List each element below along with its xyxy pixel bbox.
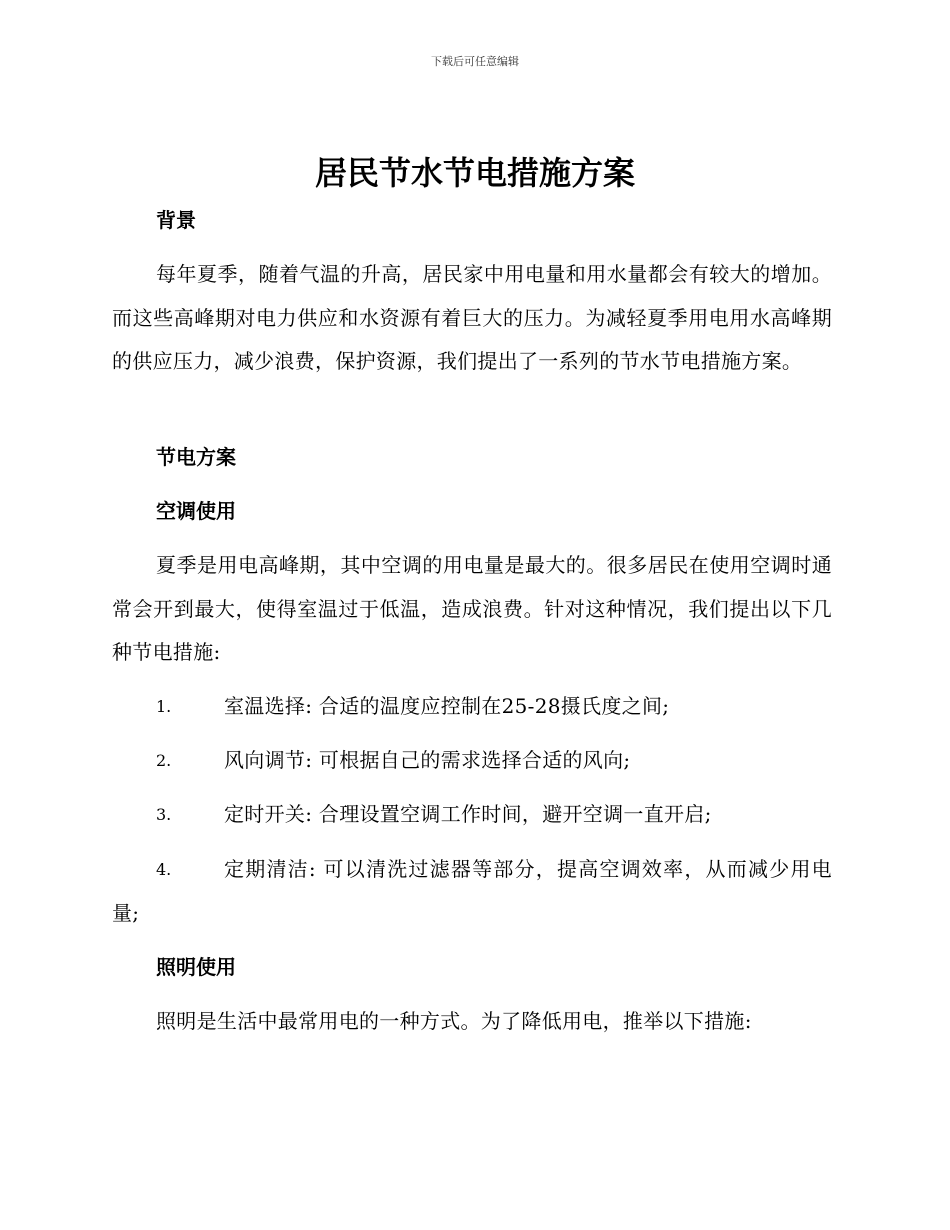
heading-lighting-use: 照明使用 [156, 955, 236, 979]
list-text: 定期清洁: 可以清洗过滤器等部分，提高空调效率，从而减少用电量; [112, 857, 832, 925]
paragraph-air-conditioner: 夏季是用电高峰期，其中空调的用电量是最大的。很多居民在使用空调时通常会开到最大，使得室温过于低温，造成浪费。针对这种情况，我们提出以下几种节电措施: [112, 553, 832, 664]
paragraph-lighting: 照明是生活中最常用电的一种方式。为了降低用电，推举以下措施: [156, 1009, 752, 1033]
list-number: 1. [156, 697, 172, 716]
header-note: 下载后可任意编辑 [431, 55, 519, 68]
paragraph-background: 每年夏季，随着气温的升高，居民家中用电量和用水量都会有较大的增加。而这些高峰期对电力供应和水资源有着巨大的压力。为减轻夏季用电用水高峰期的供应压力，减少浪费，保护资源，我们提出了一系列的节水节电措施方案。 [112, 262, 832, 373]
heading-power-saving-plan: 节电方案 [156, 445, 236, 469]
document-title: 居民节水节电措施方案 [314, 154, 635, 192]
list-number: 2. [156, 751, 172, 770]
list-item-room-temperature [112, 685, 832, 729]
list-number: 3. [156, 805, 172, 824]
list-item-wind-direction [112, 739, 832, 783]
list-text: 风向调节: 可根据自己的需求选择合适的风向; [224, 748, 631, 772]
list-text: 室温选择: 合适的温度应控制在25-28摄氏度之间; [224, 694, 670, 718]
heading-air-conditioner-use: 空调使用 [156, 499, 236, 523]
heading-background: 背景 [156, 208, 196, 232]
list-number: 4. [156, 860, 172, 879]
list-text: 定时开关: 合理设置空调工作时间，避开空调一直开启; [224, 802, 712, 826]
list-item-timer-switch [112, 793, 832, 837]
list-item-regular-cleaning [112, 848, 832, 935]
